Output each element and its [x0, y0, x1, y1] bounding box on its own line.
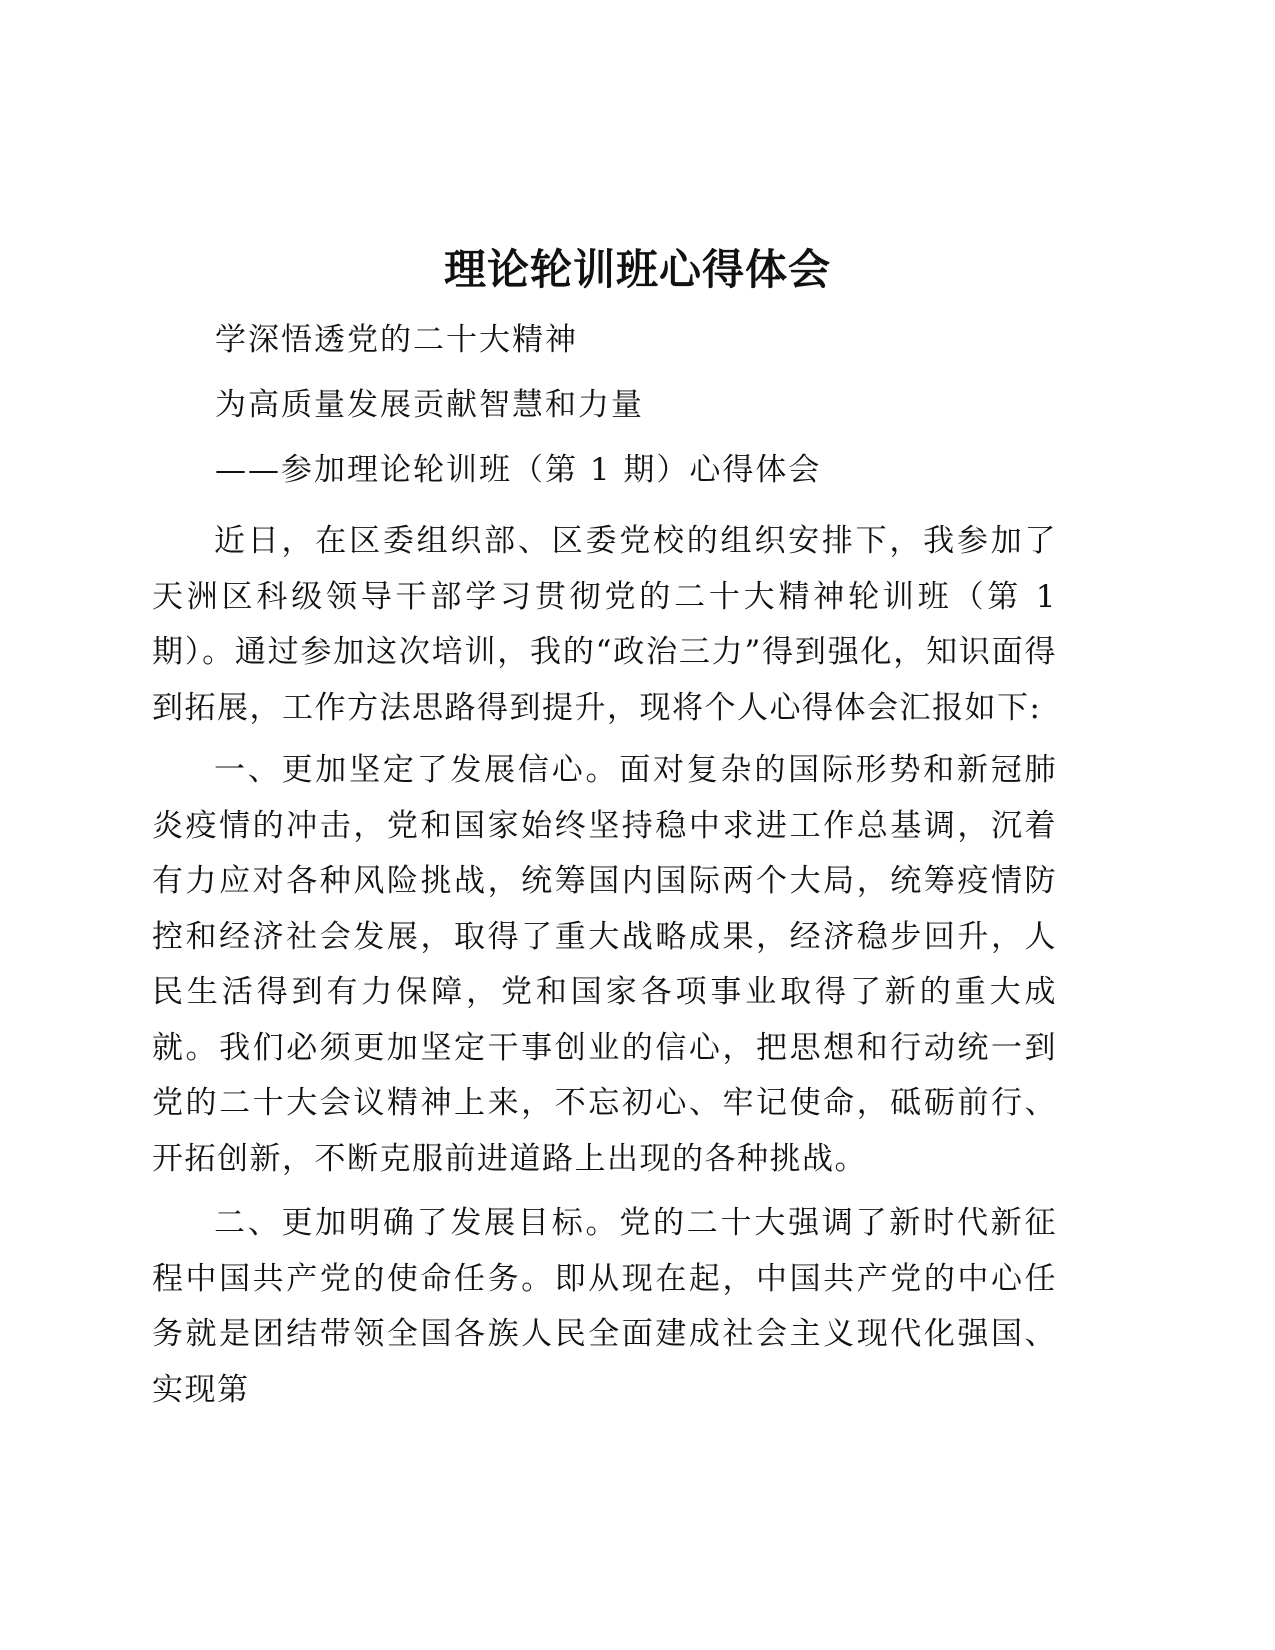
document-title: 理论轮训班心得体会 [443, 245, 831, 294]
subtitle-line-2: 为高质量发展贡献智慧和力量 [215, 387, 644, 423]
subtitle-line-3: ——参加理论轮训班（第 1 期）心得体会 [215, 452, 822, 488]
subtitle-line-1: 学深悟透党的二十大精神 [215, 322, 578, 358]
body-paragraph-1: 近日，在区委组织部、区委党校的组织安排下，我参加了天洲区科级领导干部学习贯彻党的二十大精神轮训班（第 1 期）。通过参加这次培训，我的“政治三力”得到强化，知识面得到拓展，工作方法思路得到提升，现将个人心得体会汇报如下: [152, 523, 1057, 726]
body-paragraph-2: 一、更加坚定了发展信心。面对复杂的国际形势和新冠肺炎疫情的冲击，党和国家始终坚持稳中求进工作总基调，沉着有力应对各种风险挑战，统筹国内国际两个大局，统筹疫情防控和经济社会发展，取得了重大战略成果，经济稳步回升，人民生活得到有力保障，党和国家各项事业取得了新的重大成就。我们必须更加坚定干事创业的信心，把思想和行动统一到党的二十大会议精神上来，不忘初心、牢记使命，砥砺前行、开拓创新，不断克服前进道路上出现的各种挑战。 [152, 752, 1057, 1177]
body-paragraph-3: 二、更加明确了发展目标。党的二十大强调了新时代新征程中国共产党的使命任务。即从现在起，中国共产党的中心任务就是团结带领全国各族人民全面建成社会主义现代化强国、实现第 [152, 1205, 1057, 1408]
